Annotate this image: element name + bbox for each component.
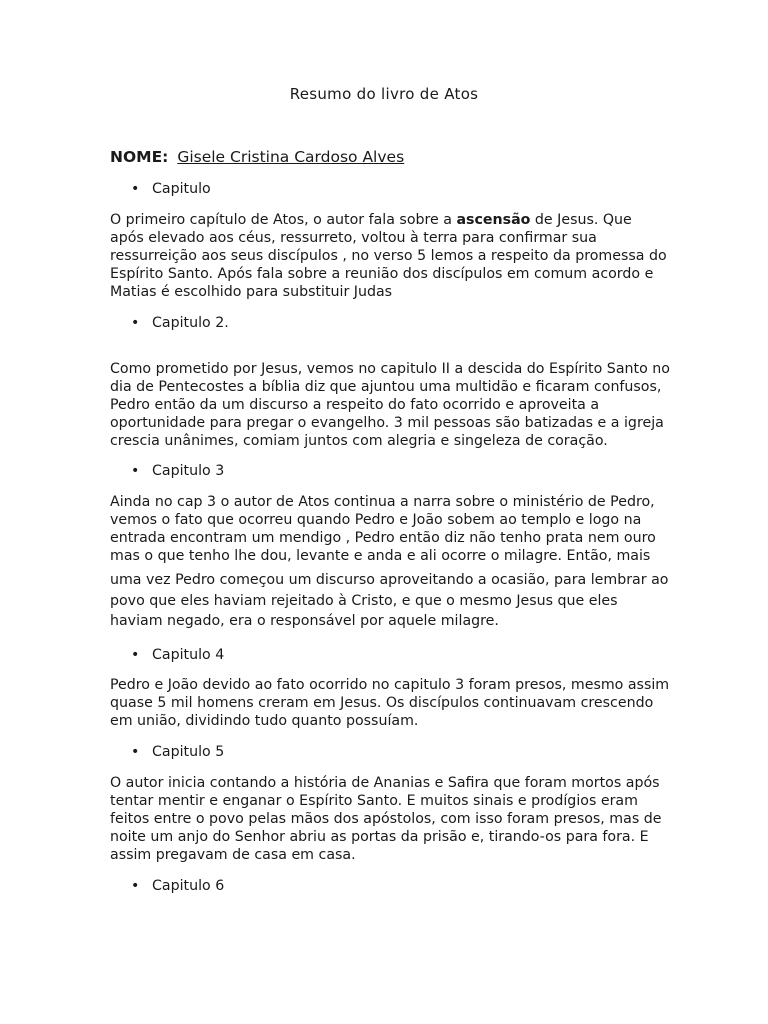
chapter-heading-3	[131, 462, 224, 480]
paragraph-text: O primeiro capítulo de Atos, o autor fala sobre a	[110, 212, 457, 228]
chapter-heading-5	[131, 743, 224, 761]
chapter-heading-1	[131, 180, 211, 198]
chapter-heading-text: Capitulo 2.	[152, 315, 229, 331]
name-line	[110, 148, 404, 166]
chapter-paragraph-4: Pedro e João devido ao fato ocorrido no capitulo 3 foram presos, mesmo assim quase 5 mil homens creram em Jesus. Os discípulos continuavam crescendo em união, dividindo tudo quanto possuíam.	[110, 677, 670, 729]
chapter-heading-text: Capitulo	[152, 181, 211, 197]
paragraph-text: de Jesus. Que após elevado aos céus, ressurreto, voltou à terra para confirmar sua ressurreição aos seus discípulos , no verso 5 lemos a respeito da promessa do Espírito Santo. Após fala sobre a reunião dos discípulos em comum acordo e Matias é escolhido para substituir Judas	[110, 212, 667, 300]
bullet-icon: •	[131, 181, 140, 197]
chapter-heading-text: Capitulo 6	[152, 878, 225, 894]
name-value: Gisele Cristina Cardoso Alves	[177, 148, 405, 166]
bullet-icon: •	[131, 315, 140, 331]
chapter-heading-6	[131, 877, 224, 895]
chapter-heading-text: Capitulo 5	[152, 744, 225, 760]
document-title: Resumo do livro de Atos	[289, 85, 479, 103]
bullet-icon: •	[131, 463, 140, 479]
chapter-heading-text: Capitulo 4	[152, 647, 225, 663]
chapter-heading-4	[131, 646, 224, 664]
chapter-paragraph-5: O autor inicia contando a história de Ananias e Safira que foram mortos após tentar mentir e enganar o Espírito Santo. E muitos sinais e prodígios eram feitos entre o povo pelas mãos dos apóstolos, com isso foram presos, mas de noite um anjo do Senhor abriu as portas da prisão e, tirando-os para fora. E assim pregavam de casa em casa.	[110, 775, 662, 863]
chapter-paragraph-2: Como prometido por Jesus, vemos no capitulo II a descida do Espírito Santo no dia de Pentecostes a bíblia diz que ajuntou uma multidão e ficaram confusos, Pedro então da um discurso a respeito do fato ocorrido e aproveita a oportunidade para pregar o evangelho. 3 mil pessoas são batizadas e a igreja crescia unânimes, comiam juntos com alegria e singeleza de coração.	[110, 361, 670, 449]
chapter-paragraph-3: Ainda no cap 3 o autor de Atos continua a narra sobre o ministério de Pedro, vemos o fato que ocorreu quando Pedro e João sobem ao templo e logo na entrada encontram um mendigo , Pedro então diz não tenho prata nem ouro mas o que tenho lhe dou, levante e anda e ali ocorre o milagre. Então, mais	[110, 494, 656, 564]
chapter-heading-2	[131, 314, 229, 332]
name-label: NOME:	[110, 148, 169, 166]
chapter-paragraph-3-continued: uma vez Pedro começou um discurso aproveitando a ocasião, para lembrar ao povo que eles haviam rejeitado à Cristo, e que o mesmo Jesus que eles haviam negado, era o responsável por aquele milagre.	[110, 572, 669, 629]
bullet-icon: •	[131, 647, 140, 663]
bullet-icon: •	[131, 744, 140, 760]
paragraph-bold-term: ascensão	[456, 212, 531, 228]
chapter-heading-text: Capitulo 3	[152, 463, 225, 479]
bullet-icon: •	[131, 878, 140, 894]
chapter-paragraph-1	[110, 211, 670, 301]
